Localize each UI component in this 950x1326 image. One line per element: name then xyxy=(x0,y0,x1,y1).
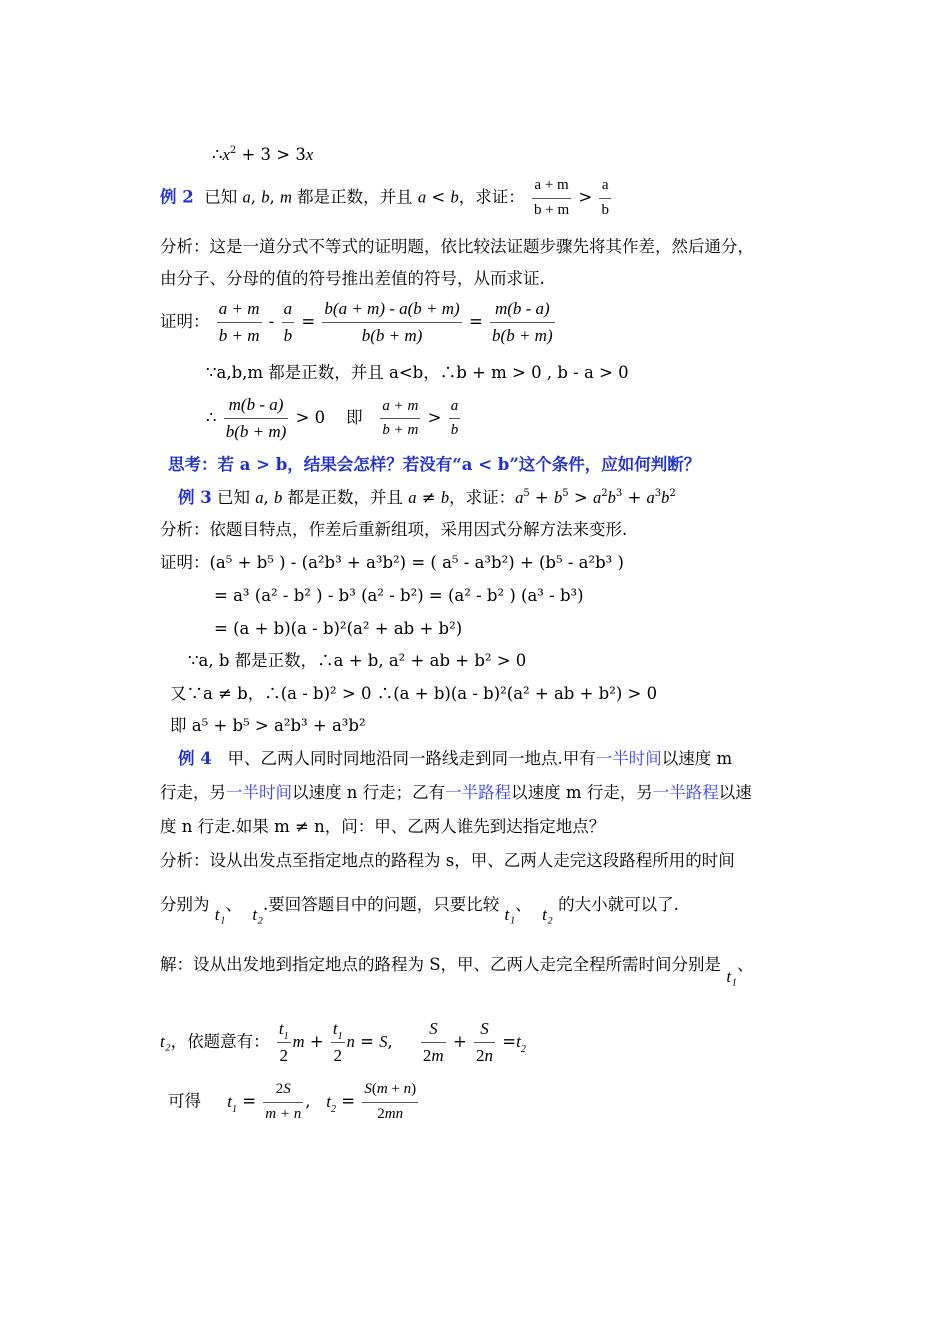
proof-fraction-2: $\frac{a}{b}$ xyxy=(283,299,293,346)
eq-s-over-2n: $\frac{S}{2n}$ xyxy=(476,1019,494,1066)
example-4-label: 例 4 xyxy=(178,749,212,768)
example-2-label: 例 2 xyxy=(160,187,194,207)
proof-fraction-4: $\frac{m(b - a)}{b(b + m)}$ xyxy=(492,299,553,346)
result-t2-fraction: $\frac{S(m + n)}{2mn}$ xyxy=(364,1081,417,1122)
solution-equations: t₂，依题意有： $\frac{t_1}{2}$ m + $\frac{t_1}{2}$ n = S, $\frac{S}{2m}$ + $\frac{S}{2n}$ $=t_2$ xyxy=(160,1018,526,1067)
proof-3-line-5: 又∵a ≠ b，∴(a - b)² > 0 ∴(a + b)(a - b)²(a² + ab + b²) > 0 xyxy=(170,684,658,703)
think-question: 思考：若 a > b，结果会怎样？若没有“a < b”这个条件，应如何判断？ xyxy=(168,455,701,474)
proof-3-line-3: = (a + b)(a - b)²(a² + ab + b²) xyxy=(214,619,463,638)
highlight-half-time-2: 一半时间 xyxy=(226,783,292,802)
proof-fraction-1: $\frac{a + m}{b + m}$ xyxy=(218,299,260,346)
analysis-3: 分析：依题目特点，作差后重新组项，采用因式分解方法来变形. xyxy=(160,520,628,539)
highlight-half-distance-1: 一半路程 xyxy=(445,783,512,802)
fraction-a-over-b: $\frac{a}{b}$ xyxy=(601,177,609,218)
highlight-half-time-1: 一半时间 xyxy=(595,749,662,768)
analysis-2-line-1: 分析：这是一道分式不等式的证明题，依比较法证题步骤先将其作差，然后通分， xyxy=(160,237,754,256)
result-t1-fraction: $\frac{2S}{m + n}$ xyxy=(265,1081,302,1122)
proof-3-line-4: ∵a, b 都是正数，∴a + b, a² + ab + b² > 0 xyxy=(188,651,527,670)
proof-fraction-3: $\frac{b(a + m) - a(b + m)}{b(b + m)}$ xyxy=(324,299,460,346)
solution-result: 可得 $t_1$ = $\frac{2S}{m + n}$ , $t_2$ = $\frac{S(m + n)}{2mn}$ xyxy=(168,1080,420,1124)
example-4-line-2: 行走，另一半时间以速度 n 行走；乙有一半路程以速度 m 行走，另一半路程以速 xyxy=(160,783,752,802)
example-4-line-1: 例 4 甲、乙两人同时同地沿同一路线走到同一地点.甲有一半时间以速度 m xyxy=(178,749,733,768)
solution-line-1: 解：设从出发地到指定地点的路程为 S，甲、乙两人走完全程所需时间分别是 t₁、 xyxy=(160,955,754,986)
therefore-line-2: ∴ $\frac{m(b - a)}{b(b + m)}$ > 0 即 $\frac{a + m}{b + m}$ > $\frac{a}{b}$ xyxy=(206,394,462,443)
proof-2: 证明： $\frac{a + m}{b + m}$ - $\frac{a}{b}$ = $\frac{b(a + m) - a(b + m)}{b(b + m)}$ = $\frac{m(b - a)}{b(b + m)}$ xyxy=(160,298,557,347)
therefore-fraction-3: $\frac{a}{b}$ xyxy=(450,397,459,439)
analysis-4-line-2: 分别为 t₁、 t₂.要回答题目中的问题，只要比较 t₁、 t₂ 的大小就可以了. xyxy=(160,895,679,924)
therefore-line-1: $\therefore x^2 + 3 > 3x$ xyxy=(212,145,314,164)
example-3-label: 例 3 xyxy=(178,488,212,507)
eq-t1-over-2-b: $\frac{t_1}{2}$ xyxy=(332,1019,343,1066)
eq-s-over-2m: $\frac{S}{2m}$ xyxy=(422,1019,444,1066)
example-2-statement: 例 2 已知 a, b, m 都是正数，并且 a < b，求证： $\frac{a + m}{b + m}$ > $\frac{a}{b}$ xyxy=(160,176,613,220)
therefore-fraction-2: $\frac{a + m}{b + m}$ xyxy=(382,397,419,439)
highlight-half-distance-2: 一半路程 xyxy=(652,783,719,802)
proof-3-line-1: 证明：(a⁵ + b⁵ ) - (a²b³ + a³b²) = ( a⁵ - a³b²) + (b⁵ - a²b³ ) xyxy=(160,553,624,572)
proof-3-line-2: = a³ (a² - b² ) - b³ (a² - b²) = (a² - b² ) (a³ - b³) xyxy=(214,586,584,605)
example-3-statement: 例 3 已知 a, b 都是正数，并且 a ≠ b，求证：$a^5 + b^5 > a^2b^3 + a^3b^2$ xyxy=(178,488,676,507)
example-4-line-3: 度 n 行走.如果 m ≠ n，问：甲、乙两人谁先到达指定地点？ xyxy=(160,817,606,836)
because-line-2: ∵a,b,m 都是正数，并且 a<b，∴b + m > 0 , b - a > 0 xyxy=(206,363,629,382)
eq-t1-over-2-a: $\frac{t_1}{2}$ xyxy=(278,1019,289,1066)
analysis-4-line-1: 分析：设从出发点至指定地点的路程为 s，甲、乙两人走完这段路程所用的时间 xyxy=(160,851,735,870)
analysis-2-line-2: 由分子、分母的值的符号推出差值的符号，从而求证. xyxy=(160,269,545,288)
proof-3-line-6: 即 a⁵ + b⁵ > a²b³ + a³b² xyxy=(170,716,366,735)
therefore-fraction-1: $\frac{m(b - a)}{b(b + m)}$ xyxy=(225,395,287,442)
fraction-a-plus-m-over-b-plus-m: $\frac{a + m}{b + m}$ xyxy=(533,177,570,218)
